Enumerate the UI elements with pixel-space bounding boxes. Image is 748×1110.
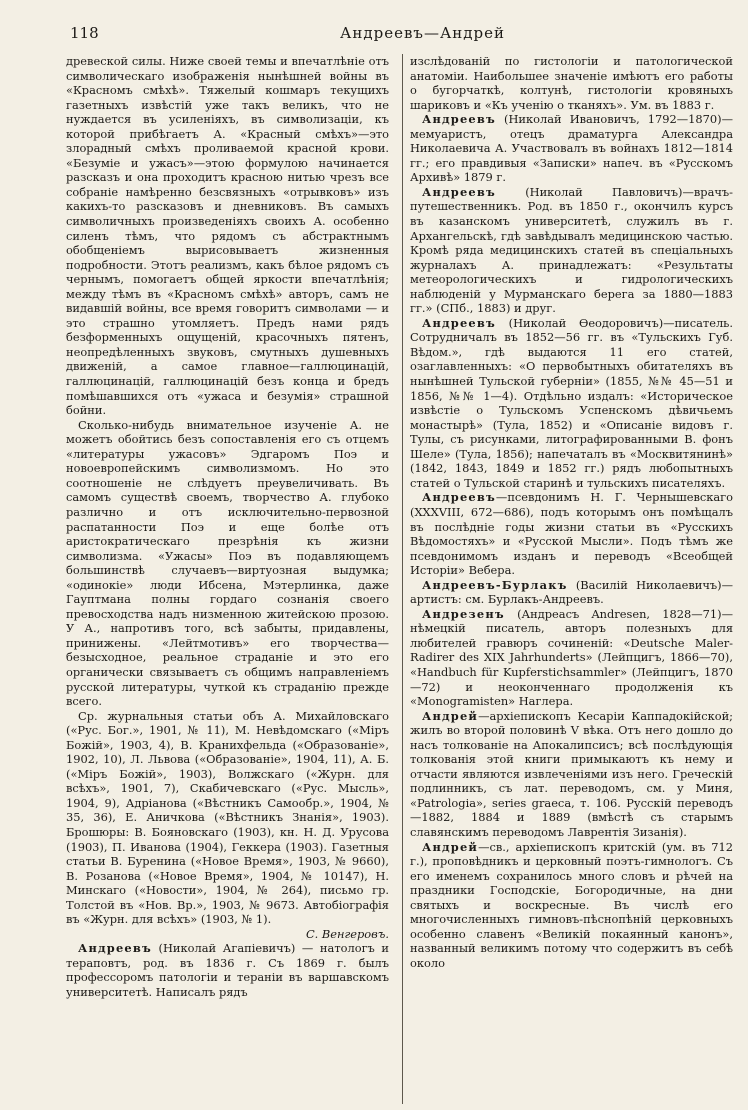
entry-headword: Андрей (422, 839, 479, 854)
entry-headword: Андрезенъ (422, 606, 505, 621)
entry-text: —архіепископъ Кесаріи Каппадокійской; жилъ во второй половинѣ V вѣка. Отъ него дошло до насъ толкованіе на Апокалипсисъ; всѣ послѣдующія толкованія этой книги примыкаютъ къ нему и отчасти являются извлеченіями изъ него. Греческій подлинникъ, съ лат. переводомъ, см. у Миня, «Patrologia», series graeca, т. 106. Русскій переводъ—1882, 1884 и 1889 (вмѣстѣ съ старымъ славянскимъ переводомъ Лаврентія Зизанія). (410, 708, 733, 839)
entry-andresen (410, 607, 733, 709)
column-divider (402, 54, 403, 1104)
entry-text: (Василій Николаевичъ)—артистъ: см. Бурлакъ-Андреевъ. (410, 577, 733, 607)
entry-continuation: изслѣдованій по гистологіи и патологической анатоміи. Наибольшее значеніе имѣютъ его работы о бугорчаткѣ, колтунѣ, гистологіи кровяныхъ шариковъ и «Къ ученію о тканяхъ». Ум. въ 1883 г. (410, 54, 733, 112)
entry-andreev-pseudonym (410, 490, 733, 577)
entry-headword: Андреевъ (422, 112, 496, 127)
entry-andrei-crete (410, 840, 733, 971)
entry-headword: Андреевъ (78, 941, 152, 956)
entry-text: (Николай Ѳеодоровичъ)—писатель. Сотрудничалъ въ 1852—56 гг. въ «Тульскихъ Губ. Вѣдом.», гдѣ выдаются 11 его статей, озаглавленныхъ: «О первобытныхъ обитателяхъ въ нынѣшней Тульской губерніи» (1855, №№ 45—51 и 1856, №№ 1—4). Отдѣльно издалъ: «Историческое извѣстіе о Тульскомъ Успенскомъ дѣвичьемъ монастырѣ» (Тула, 1852) и «Описаніе видовъ г. Тулы, съ рисунками, литографированными В. фонъ Шеле» (Тула, 1856); напечаталъ въ «Москвитянинѣ» (1842, 1843, 1849 и 1852 гг.) рядъ любопытныхъ статей о Тульской старинѣ и тульскихъ писателяхъ. (410, 315, 733, 490)
entry-andreev-nikolai-agapievich (66, 941, 389, 999)
page-number: 118 (70, 24, 99, 42)
paragraph-2: Сколько-нибудь внимательное изученіе А. не можетъ обойтись безъ сопоставленія его съ отцемъ «литературы ужасовъ» Эдгаромъ Поэ и новоевропейскимъ символизмомъ. Но это соотношеніе не слѣдуетъ преувеличивать. Въ самомъ существѣ своемъ, творчество А. глубоко различно и отъ исключительно-первозной распатанности Поэ и еще болѣе отъ аристократическаго презрѣнія къ жизни символизма. «Ужасы» Поэ въ подавляющемъ большинствѣ случаевъ—виртуозная выдумка; «одинокіе» люди Ибсена, Мэтерлинка, даже Гауптмана полны гордаго сознанія своего превосходства надъ низменною житейскою прозою. У А., напротивъ того, всѣ забыты, придавлены, принижены. «Лейтмотивъ» его творчества—безысходное, реальное страданіе и это его органически связываетъ съ общимъ направленіемъ русской литературы, чуткой къ страданію прежде всего. (66, 417, 389, 709)
entry-headword: Андреевъ (422, 490, 496, 505)
author-signature: С. Венгеровъ. (305, 926, 389, 941)
entry-text: (Николай Ивановичъ, 1792—1870)—мемуаристъ, отецъ драматурга Александра Николаевича А. Участвовалъ въ войнахъ 1812—1814 гг.; его правдивыя «Записки» напеч. въ «Русскомъ Архивѣ» 1879 г. (410, 112, 733, 185)
entry-headword: Андреевъ (422, 184, 496, 199)
right-column (410, 54, 733, 1104)
entry-andrei-caesarea (410, 709, 733, 840)
entry-andreev-nikolai-ivanovich (410, 112, 733, 185)
paragraph-1: древеской силы. Ниже своей темы и впечатлѣніе отъ символическаго изображенія нынѣшней войны въ «Красномъ смѣхѣ». Тяжелый кошмаръ текущихъ газетныхъ извѣстій уже такъ великъ, что не нуждается въ усиленіяхъ, въ символизаціи, къ которой прибѣгаетъ А. «Красный смѣхъ»—это злорадный смѣхъ проливаемой красной крови. «Безуміе и ужасъ»—этою формулою начинается разсказъ и она проходитъ красною нитью чрезъ все собраніе намѣренно безсвязныхъ «отрывковъ» изъ какихъ-то разсказовъ и дневниковъ. Въ самыхъ символичныхъ произведеніяхъ своихъ А. особенно силенъ тѣмъ, что рядомъ съ абстрактнымъ обобщеніемъ вырисовываетъ жизненныя подробности. Этотъ реализмъ, какъ бѣлое рядомъ съ чернымъ, помогаетъ общей яркости впечатлѣнія; между тѣмъ въ «Красномъ смѣхѣ» авторъ, самъ не видавшій войны, все время говоритъ символами — и это страшно утомляетъ. Предъ нами рядъ безформенныхъ ощущеній, красочныхъ пятенъ, неопредѣленныхъ звуковъ, смутныхъ душевныхъ движеній, а самое главное—галлюцинацій, галлюцинацій, галлюцинацій безъ конца и бредъ помѣшавшихся отъ «ужаса и безумія» страшной бойни. (66, 54, 389, 418)
bibliography-paragraph: Ср. журнальныя статьи объ А. Михайловскаго («Рус. Бог.», 1901, № 11), М. Невѣдомскаго («Міръ Божій», 1903, 4), В. Кранихфельда («Образованіе», 1902, 10), Л. Львова («Образованіе», 1904, 11), А. Б. («Міръ Божій», 1903), Волжскаго («Журн. для всѣхъ», 1901, 7), Скабичевскаго («Рус. Мысль», 1904, 9), Адріанова («Вѣстникъ Самообр.», 1904, № 35, 36), Е. Аничкова («Вѣстникъ Знанія», 1903). Брошюры: В. Бояновскаго (1903), кн. Н. Д. Урусова (1903), П. Иванова (1904), Геккера (1903). Газетныя статьи В. Буренина («Новое Время», 1903, № 9660), В. Розанова («Новое Время», 1904, № 10147), Н. Минскаго («Новости», 1904, № 264), письмо гр. Толстой въ «Нов. Вр.», 1903, № 9673. Автобіографія въ «Журн. для всѣхъ» (1903, № 1). (66, 708, 389, 927)
entry-text: (Николай Агапіевичъ) — натологъ и тераповтъ, род. въ 1836 г. Съ 1869 г. былъ профессоромъ патологіи и тераніи въ варшавскомъ университетѣ. Написалъ рядъ (66, 941, 389, 999)
running-head: Андреевъ—Андрей (340, 24, 506, 42)
entry-andreev-burlak (410, 578, 733, 607)
entry-andreev-nikolai-pavlovich (410, 185, 733, 316)
left-column (66, 54, 389, 1104)
entry-headword: Андрей (422, 708, 479, 723)
entry-headword: Андреевъ-Бурлакъ (422, 577, 568, 592)
entry-text: —св., архіепископъ критскій (ум. въ 712 г.), проповѣдникъ и церковный поэтъ-гимнологъ. Съ его именемъ сохранилось много словъ и рѣчей на праздники Господскіе, Богородичные, на дни святыхъ и воскресные. Въ числѣ его многочисленныхъ гимновъ-пѣснопѣній церковныхъ особенно славенъ «Великій покаянный канонъ», названный великимъ потому что содержитъ въ себѣ около (410, 839, 733, 970)
entry-text: (Андреасъ Andresen, 1828—71)—нѣмецкій писатель, авторъ полезныхъ для любителей гравюръ сочиненій: «Deutsche Maler-Radirer des XIX Jahrhunderts» (Лейпцигъ, 1866—70), «Handbuch für Kupferstichsammler» (Лейпцигъ, 1870—72) и неоконченнаго продолженія къ «Monogramisten» Нaглера. (410, 606, 733, 709)
entry-headword: Андреевъ (422, 315, 496, 330)
page-header (70, 24, 720, 46)
entry-andreev-nikolai-feodorovich (410, 316, 733, 491)
entry-text: —псевдонимъ Н. Г. Чернышевскаго (XXXVIII, 672—686), подъ которымъ онъ помѣщалъ въ послѣдніе годы жизни статьи въ «Русскихъ Вѣдомостяхъ» и «Русской Мысли». Подъ тѣмъ же псевдонимомъ изданъ и переводъ «Всеобщей Исторіи» Вебера. (410, 490, 733, 578)
entry-text: (Николай Павловичъ)—врачъ-путешественникъ. Род. въ 1850 г., окончилъ курсъ въ казанскомъ университетѣ, служилъ въ г. Архангельскѣ, гдѣ завѣдывалъ медицинскою частью. Кромѣ ряда медицинскихъ статей въ спеціальныхъ журналахъ А. принадлежатъ: «Результаты метеорологическихъ и гидрологическихъ наблюденій у Мурманскаго берега за 1880—1883 гг.» (СПб., 1883) и друг. (410, 184, 733, 316)
